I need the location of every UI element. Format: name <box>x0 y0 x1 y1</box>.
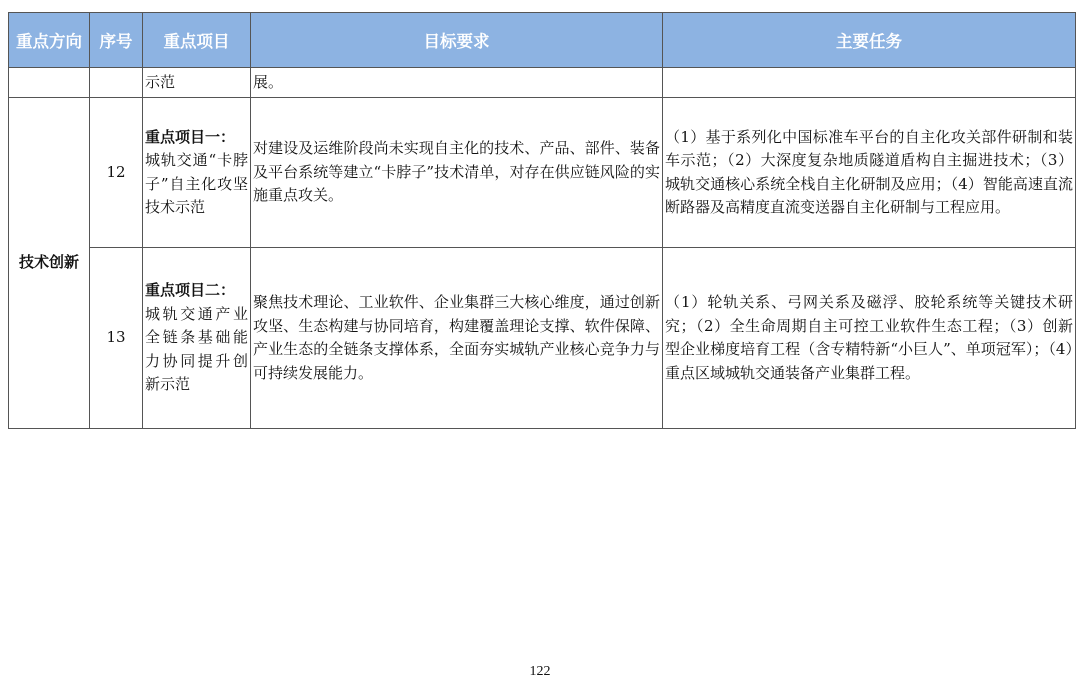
table-row <box>9 98 1076 248</box>
cell-goal: 对建设及运维阶段尚未实现自主化的技术、产品、部件、装备及平台系统等建立“卡脖子”技术清单，对存在供应链风险的实施重点攻关。 <box>251 98 663 248</box>
header-goal: 目标要求 <box>251 13 663 68</box>
cell-tasks: （1）轮轨关系、弓网关系及磁浮、胶轮系统等关键技术研究；（2）全生命周期自主可控工业软件生态工程；（3）创新型企业梯度培育工程（含专精特新“小巨人”、单项冠军）；（4）重点区域城轨交通装备产业集群工程。 <box>663 248 1076 429</box>
cell-project-continuation: 示范 <box>143 68 251 98</box>
cell-number-empty <box>90 68 143 98</box>
header-tasks: 主要任务 <box>663 13 1076 68</box>
project-table <box>8 12 1076 429</box>
project-name: 城轨交通产业全链条基础能力协同提升创新示范 <box>145 304 248 394</box>
cell-number: 12 <box>90 98 143 248</box>
project-title: 重点项目二： <box>145 281 236 300</box>
cell-tasks-continuation <box>663 68 1076 98</box>
cell-goal: 聚焦技术理论、工业软件、企业集群三大核心维度，通过创新攻坚、生态构建与协同培育，构建覆盖理论支撑、软件保障、产业生态的全链条支撑体系，全面夯实城轨产业核心竞争力与可持续发展能力。 <box>251 248 663 429</box>
project-title: 重点项目一： <box>145 127 236 146</box>
table-header-row <box>9 13 1076 68</box>
cell-tasks: （1）基于系列化中国标准车平台的自主化攻关部件研制和装车示范；（2）大深度复杂地质隧道盾构自主掘进技术；（3）城轨交通核心系统全栈自主化研制及应用；（4）智能高速直流断路器及高精度直流变送器自主化研制与工程应用。 <box>663 98 1076 248</box>
header-project: 重点项目 <box>143 13 251 68</box>
header-direction: 重点方向 <box>9 13 90 68</box>
cell-direction: 技术创新 <box>9 98 90 429</box>
header-number: 序号 <box>90 13 143 68</box>
cell-goal-continuation: 展。 <box>251 68 663 98</box>
page-number: 122 <box>529 664 551 679</box>
table-row <box>9 248 1076 429</box>
project-name: 城轨交通“卡脖子”自主化攻坚技术示范 <box>145 151 248 216</box>
table-row-continuation <box>9 68 1076 98</box>
cell-direction-empty <box>9 68 90 98</box>
cell-project <box>143 98 251 248</box>
cell-number: 13 <box>90 248 143 429</box>
cell-project <box>143 248 251 429</box>
